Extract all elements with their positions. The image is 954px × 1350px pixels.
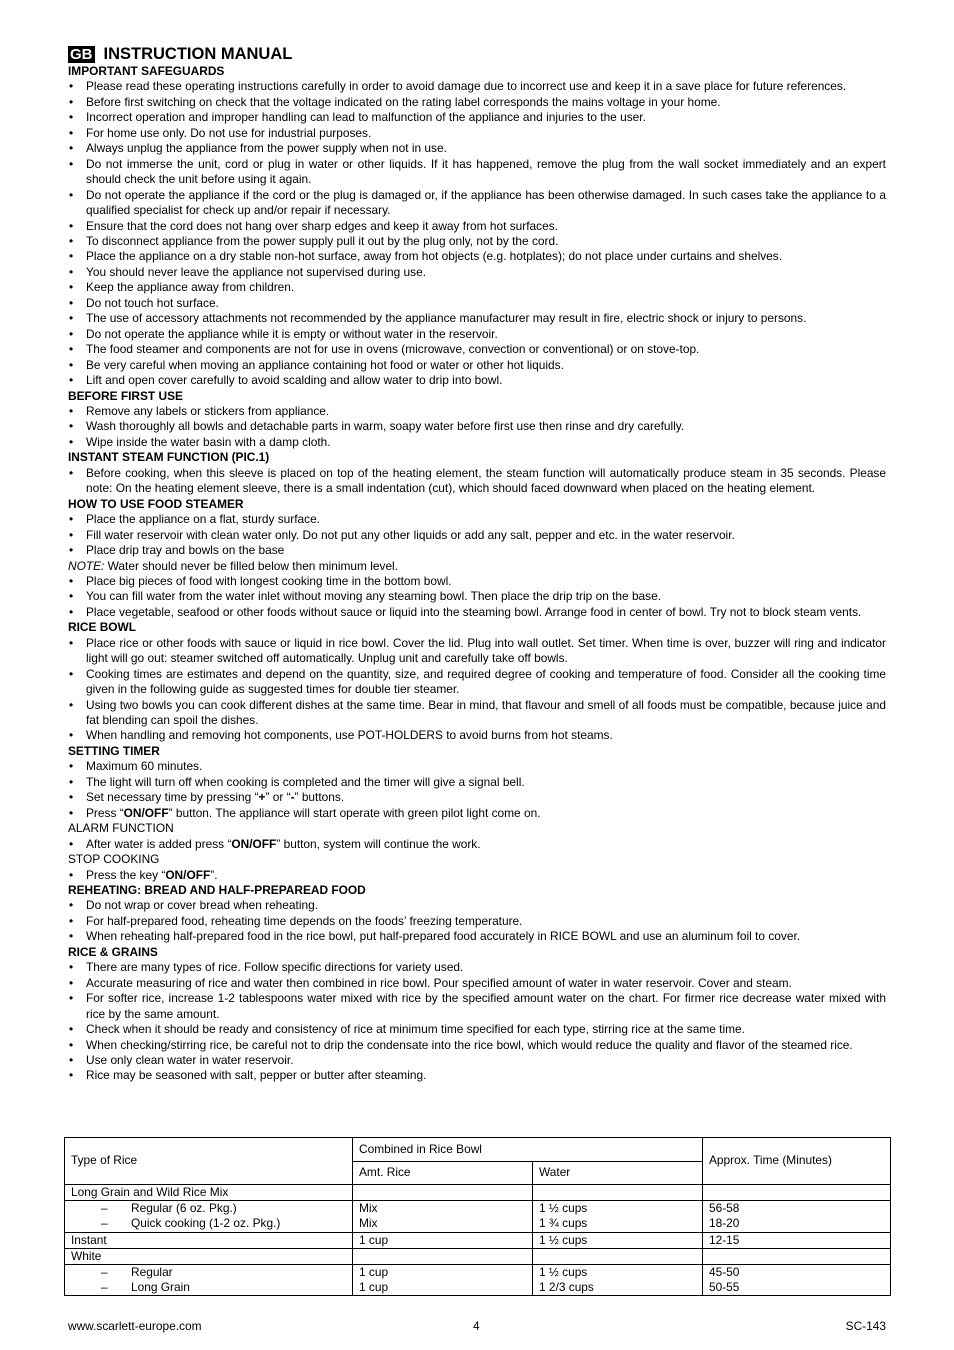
key-name: ON/OFF [231,836,277,851]
water-cell [533,1185,703,1201]
dash-mark: – [101,1216,108,1231]
amt-cell [353,1185,533,1201]
bullet-list [68,574,886,620]
bullet-list [68,759,886,821]
bullet-item: • Ensure that the cord does not hang over sharp edges and keep it away from hot surfaces. [68,219,886,234]
col-amt-header: Amt. Rice [353,1162,533,1185]
amt-value: 1 cup [359,1265,389,1280]
bullet-list [68,636,886,744]
water-cell: 1 ½ cups [533,1232,703,1248]
bullet-item: • To disconnect appliance from the power supply pull it out by the plug only, not by the cord. [68,234,886,249]
bullet-item: • Wipe inside the water basin with a damp cloth. [68,435,886,450]
time-cell [703,1265,891,1296]
bullet-item: • Use only clean water in water reservoir. [68,1053,886,1068]
bullet-item: • Lift and open cover carefully to avoid scalding and allow water to drip into bowl. [68,373,886,388]
bullet-item: • Place big pieces of food with longest cooking time in the bottom bowl. [68,574,886,589]
bullet-item: • Check when it should be ready and consistency of rice at minimum time specified for each type, stirring rice at the same time. [68,1022,886,1037]
bullet-item: • Be very careful when moving an appliance containing hot food or water or other hot liquids. [68,358,886,373]
bullet-item: • When handling and removing hot components, use POT-HOLDERS to avoid burns from hot steams. [68,728,886,743]
bullet-item: • Place rice or other foods with sauce or liquid in rice bowl. Cover the lid. Plug into wall outlet. Set timer. When time is over, buzzer will ring and indicator light will go out: steamer switched off automatically. Unplug unit and carefully take off bowls. [68,636,886,667]
subtype-label: Long Grain [131,1280,190,1295]
subtype-label: Regular [131,1265,173,1280]
bullet-item: • Maximum 60 minutes. [68,759,886,774]
bullet-item: • Place drip tray and bowls on the base [68,543,886,558]
bullet-item: • Fill water reservoir with clean water only. Do not put any other liquids or add any salt, pepper and etc. in the water reservoir. [68,528,886,543]
key-name: ON/OFF [123,805,169,820]
bullet-item: • Incorrect operation and improper handling can lead to malfunction of the appliance and injuries to the user. [68,110,886,125]
note [68,559,886,574]
bullet-item: • Do not operate the appliance if the cord or the plug is damaged or, if the appliance has been otherwise damaged. In such cases take the appliance to a qualified specialist for check up and/or repair if necessary. [68,188,886,219]
bullet-item: • Always unplug the appliance from the power supply when not in use. [68,141,886,156]
bullet-list [68,868,886,883]
table-row [65,1265,891,1296]
time-cell [703,1185,891,1201]
rice-subtype [71,1280,346,1295]
section-subheading: ALARM FUNCTION [68,821,174,836]
bullet-item: • Do not operate the appliance while it is empty or without water in the reservoir. [68,327,886,342]
bullet-item: • The use of accessory attachments not recommended by the appliance manufacturer may result in fire, electric shock or injury to persons. [68,311,886,326]
section-heading: BEFORE FIRST USE [68,388,183,403]
dash-mark: – [101,1265,108,1280]
table-row [65,1185,891,1201]
rice-type-cell: White [65,1248,353,1264]
time-cell [703,1248,891,1264]
bullet-item: • Keep the appliance away from children. [68,280,886,295]
bullet-item: • You can fill water from the water inlet without moving any steaming bowl. Then place the drip trip on the base. [68,589,886,604]
bullet-item: • When checking/stirring rice, be careful not to drip the condensate into the rice bowl, which would reduce the quality and flavor of the steamed rice. [68,1038,886,1053]
rice-subtype [71,1201,346,1216]
section-heading: SETTING TIMER [68,743,160,758]
bullet-item: • Rice may be seasoned with salt, pepper or butter after steaming. [68,1068,886,1083]
website-link: www.scarlett-europe.com [68,1319,202,1333]
bullet-item: • Press the key “ON/OFF”. [68,868,886,883]
model-number: SC-143 [845,1319,886,1333]
bullet-item: • Using two bowls you can cook different dishes at the same time. Bear in mind, that flavour and smell of all foods must be compatible, because juice and fat blending can spoil the dishes. [68,698,886,729]
rice-cooking-table [64,1137,891,1296]
amt-value: 1 cup [359,1280,389,1295]
bullet-item: • Before first switching on check that the voltage indicated on the rating label corresponds the mains voltage in your home. [68,95,886,110]
section-heading: HOW TO USE FOOD STEAMER [68,496,244,511]
rice-subtype-cell [65,1265,353,1296]
water-cell [533,1265,703,1296]
sections [68,64,886,1084]
bullet-list [68,898,886,944]
dash-mark: – [101,1280,108,1295]
language-badge: GB [70,45,93,63]
col-water-header: Water [533,1162,703,1185]
table-row [65,1232,891,1248]
col-time-header: Approx. Time (Minutes) [703,1138,891,1185]
bullet-list [68,404,886,450]
time-value: 56-58 [709,1201,740,1216]
bullet-item: • Place the appliance on a dry stable non-hot surface, away from hot objects (e.g. hotplates); do not place under curtains and shelves. [68,249,886,264]
water-value: 1 ½ cups [539,1265,588,1280]
page-footer [68,1319,886,1335]
amt-value: Mix [359,1201,378,1216]
bullet-item: • You should never leave the appliance not supervised during use. [68,265,886,280]
bullet-item: • There are many types of rice. Follow specific directions for variety used. [68,960,886,975]
water-cell [533,1248,703,1264]
amt-cell: 1 cup [353,1232,533,1248]
section-heading: IMPORTANT SAFEGUARDS [68,64,225,78]
bullet-item: • Do not touch hot surface. [68,296,886,311]
water-value: 1 2/3 cups [539,1280,594,1295]
bullet-item: • For softer rice, increase 1-2 tablespoons water mixed with rice by the specified amount water on the chart. For firmer rice decrease water mixed with rice by the same amount. [68,991,886,1022]
time-cell [703,1201,891,1232]
bullet-list [68,466,886,497]
bullet-item: • After water is added press “ON/OFF” button, system will continue the work. [68,837,886,852]
bullet-item: • Accurate measuring of rice and water then combined in rice bowl. Pour specified amount of water in water reservoir. Cover and steam. [68,976,886,991]
rice-subtype [71,1216,346,1231]
bullet-item: • Set necessary time by pressing “+” or “-” buttons. [68,790,886,805]
title-text: INSTRUCTION MANUAL [103,45,293,63]
bullet-item: • Remove any labels or stickers from appliance. [68,404,886,419]
amt-cell [353,1265,533,1296]
note-text: Water should never be filled below then minimum level. [104,558,399,573]
dash-mark: – [101,1201,108,1216]
time-value: 50-55 [709,1280,740,1295]
table-row [65,1201,891,1232]
bullet-item: • The food steamer and components are not for use in ovens (microwave, convection or conventional) or on stove-top. [68,342,886,357]
manual-title [68,44,886,64]
col-combined-header: Combined in Rice Bowl [353,1138,703,1162]
col-type-header: Type of Rice [65,1138,353,1185]
bullet-item: • When reheating half-prepared food in the rice bowl, put half-prepared food accurately in RICE BOWL and use an aluminum foil to cover. [68,929,886,944]
subtype-label: Quick cooking (1-2 oz. Pkg.) [131,1216,281,1231]
amt-cell [353,1201,533,1232]
bullet-item: • Do not immerse the unit, cord or plug in water or other liquids. If it has happened, remove the plug from the wall socket immediately and an expert should check the unit before using it again. [68,157,886,188]
bullet-item: • Cooking times are estimates and depend on the quantity, size, and required degree of cooking and temperature of food. Consider all the cooking time given in the following guide as suggested times for double tier steamer. [68,667,886,698]
water-value: 1 ½ cups [539,1201,588,1216]
bullet-item: • Do not wrap or cover bread when reheating. [68,898,886,913]
subtype-label: Regular (6 oz. Pkg.) [131,1201,237,1216]
bullet-item: • Place the appliance on a flat, sturdy surface. [68,512,886,527]
section-heading: REHEATING: BREAD AND HALF-PREPAREAD FOOD [68,883,366,898]
table-row [65,1248,891,1264]
key-name: + [258,790,266,805]
bullet-list [68,512,886,558]
bullet-item: • Before cooking, when this sleeve is placed on top of the heating element, the steam function will automatically produce steam in 35 seconds. Please note: On the heating element sleeve, there is a small indentation (cut), which should faced downward when placed on the heating element. [68,466,886,497]
bullet-item: • For home use only. Do not use for industrial purposes. [68,126,886,141]
time-value: 18-20 [709,1216,740,1231]
bullet-item: • Press “ON/OFF” button. The appliance will start operate with green pilot light come on. [68,806,886,821]
rice-subtype [71,1265,346,1280]
rice-type-cell: Instant [65,1232,353,1248]
section-subheading: STOP COOKING [68,852,160,867]
bullet-list [68,960,886,1084]
bullet-item: • The light will turn off when cooking is completed and the timer will give a signal bell. [68,775,886,790]
rice-type-cell: Long Grain and Wild Rice Mix [65,1185,353,1201]
bullet-list [68,837,886,852]
time-cell: 12-15 [703,1232,891,1248]
time-value: 45-50 [709,1265,740,1280]
section-heading: RICE & GRAINS [68,944,158,959]
bullet-item: • For half-prepared food, reheating time depends on the foods’ freezing temperature. [68,914,886,929]
section-heading: INSTANT STEAM FUNCTION (PIC.1) [68,450,270,465]
bullet-item: • Place vegetable, seafood or other foods without sauce or liquid into the steaming bowl. Arrange food in center of bowl. Try not to block steam vents. [68,605,886,620]
amt-cell [353,1248,533,1264]
note-label: NOTE: [68,558,105,573]
section-heading: RICE BOWL [68,620,137,635]
manual-page [68,44,886,1084]
bullet-item: • Please read these operating instructions carefully in order to avoid damage due to incorrect use and keep it in a save place for future references. [68,79,886,94]
key-name: - [290,790,295,805]
key-name: ON/OFF [165,867,211,882]
water-value: 1 ¾ cups [539,1216,588,1231]
page-number: 4 [473,1319,480,1333]
rice-subtype-cell [65,1201,353,1232]
water-cell [533,1201,703,1232]
bullet-list [68,79,886,388]
bullet-item: • Wash thoroughly all bowls and detachable parts in warm, soapy water before first use then rinse and dry carefully. [68,419,886,434]
amt-value: Mix [359,1216,378,1231]
